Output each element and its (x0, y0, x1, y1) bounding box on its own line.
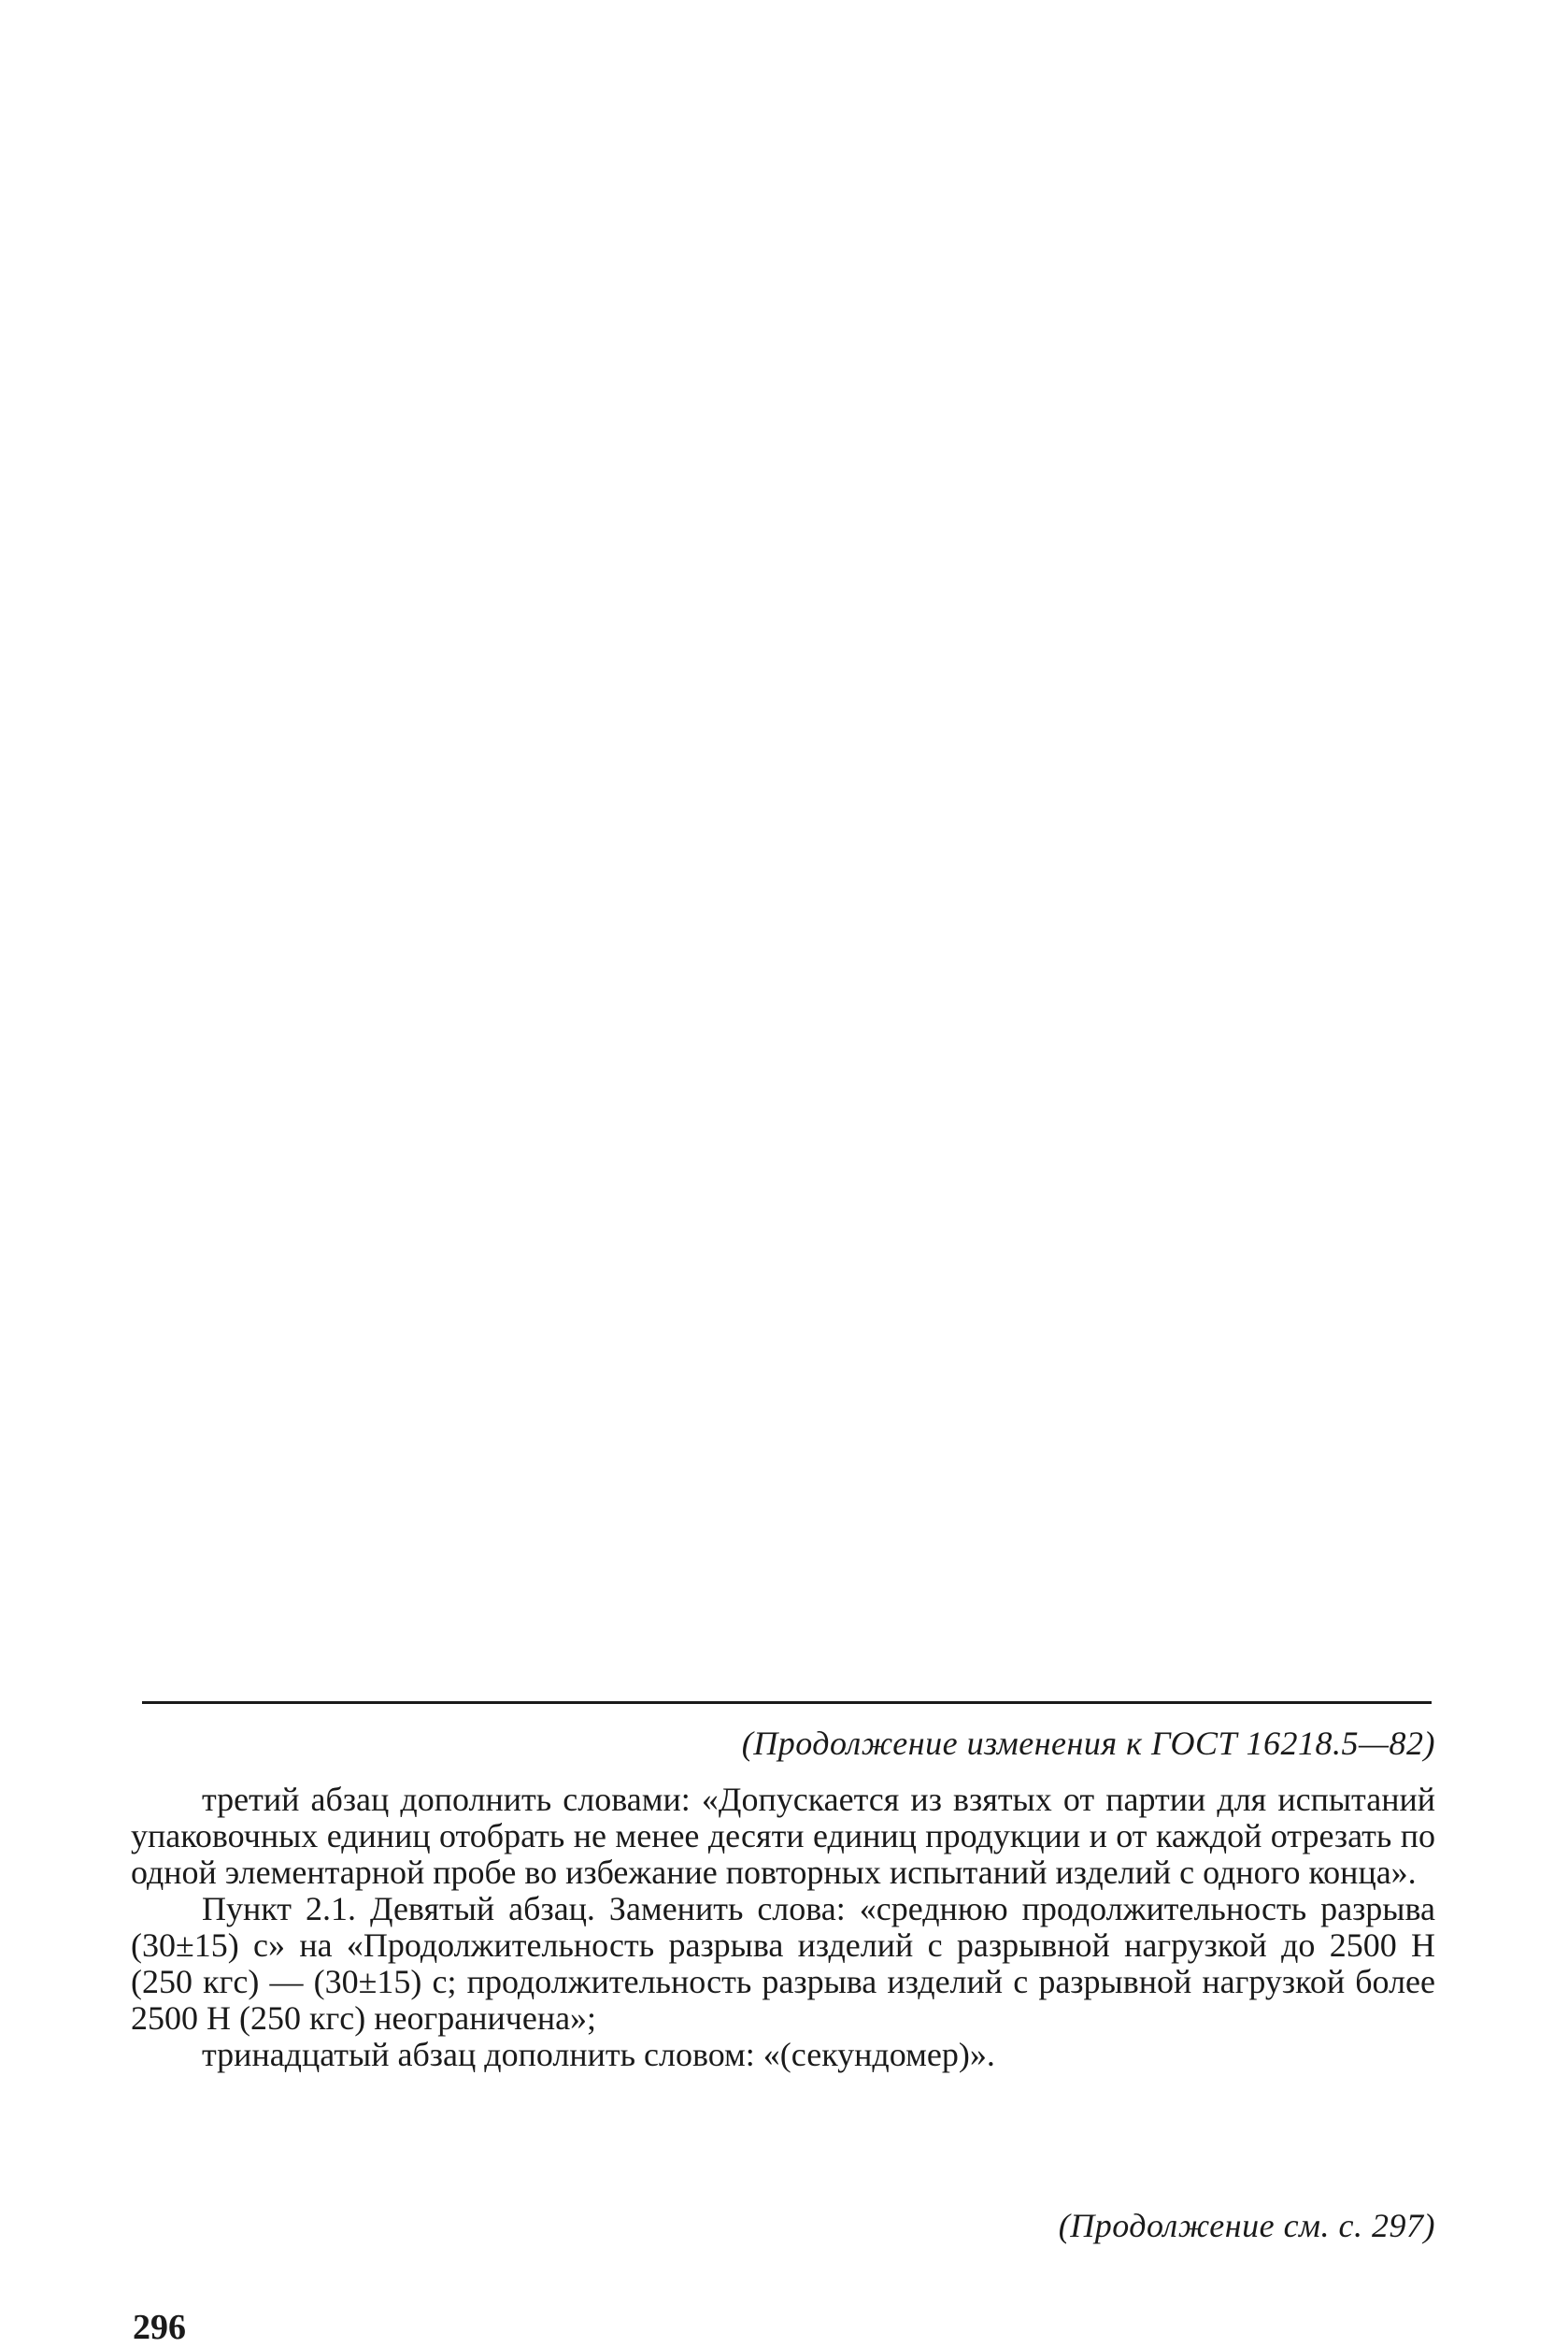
page-number: 296 (133, 2308, 186, 2347)
paragraph-thirteenth-abzac: тринадцатый абзац дополнить словом: «(секундомер)». (202, 2036, 995, 2073)
paragraph-punkt-2-1: Пункт 2.1. Девятый абзац. Заменить слова: «среднюю продолжительность разрыва (30±15) с» на «Продолжительность разрыва изделий с разрывной нагрузкой до 2500 Н (250 кгс) — (30±15) с; продолжительность разрыва изделий с разрывной нагрузкой более 2500 Н (250 кгс) неограничена»; (131, 1890, 1435, 2037)
top-divider-rule (142, 1701, 1432, 1704)
header-continuation-note: (Продолжение изменения к ГОСТ 16218.5—82) (741, 1725, 1435, 1762)
paragraph-third-abzac: третий абзац дополнить словами: «Допускается из взятых от партии для испытаний упаковочных единиц отобрать не менее десяти единиц продукции и от каждой отрезать по одной элементарной пробе во избежание повторных испытаний изделий с одного конца». (131, 1781, 1435, 1891)
body-text (131, 1782, 1435, 2073)
footer-continuation-note: (Продолжение см. с. 297) (1058, 2207, 1435, 2244)
